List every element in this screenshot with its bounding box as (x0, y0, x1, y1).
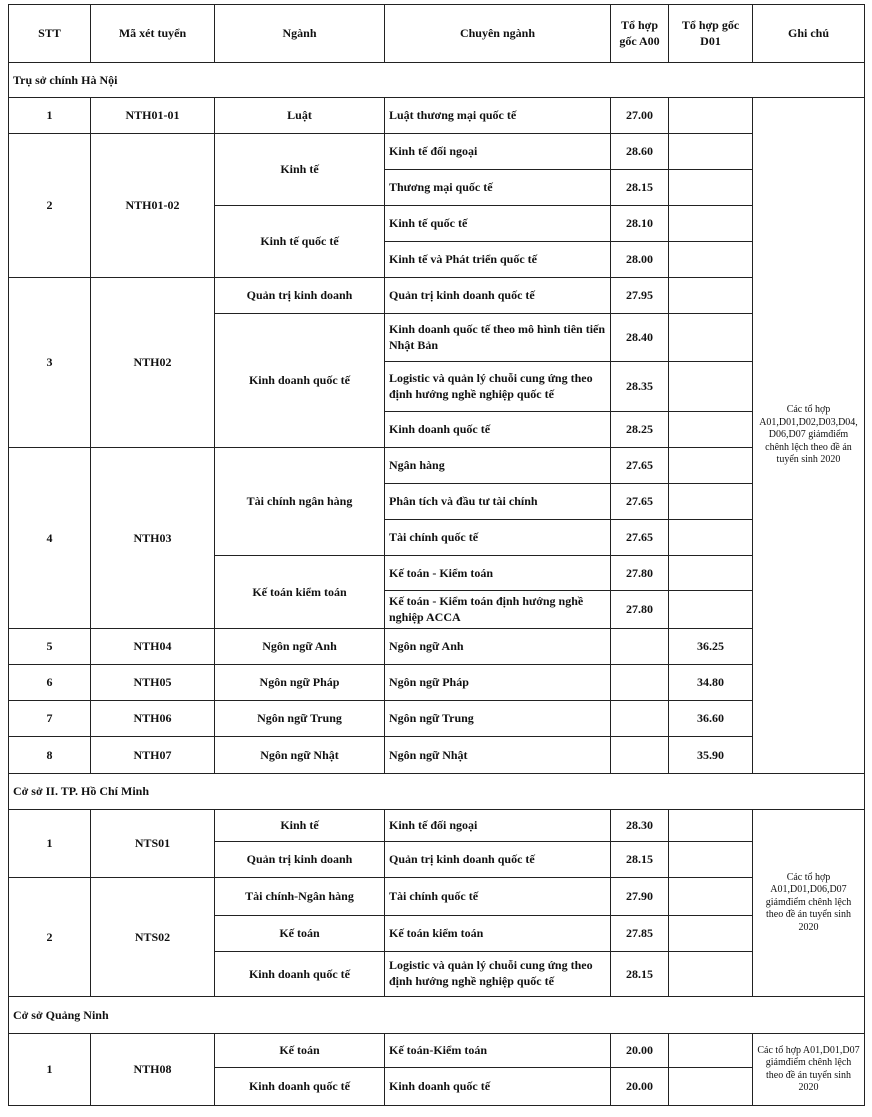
d01-score: 36.60 (669, 701, 753, 737)
code-cell: NTH06 (91, 701, 215, 737)
major-cell: Tài chính-Ngân hàng (215, 878, 385, 916)
a00-score: 27.80 (611, 556, 669, 591)
table-row (9, 737, 865, 774)
a00-score: 20.00 (611, 1068, 669, 1106)
d01-score (669, 98, 753, 134)
specialization-cell: Kinh tế đối ngoại (385, 134, 611, 170)
major-cell: Ngôn ngữ Nhật (215, 737, 385, 774)
d01-score (669, 556, 753, 591)
specialization-cell: Thương mại quốc tế (385, 170, 611, 206)
code-cell: NTH01-01 (91, 98, 215, 134)
stt-cell: 2 (9, 878, 91, 997)
a00-score: 28.15 (611, 952, 669, 997)
specialization-cell: Kinh doanh quốc tế (385, 412, 611, 448)
stt-cell: 7 (9, 701, 91, 737)
d01-score: 35.90 (669, 737, 753, 774)
header-ghi-chu: Ghi chú (753, 5, 865, 63)
a00-score: 27.80 (611, 591, 669, 629)
specialization-cell: Kế toán - Kiểm toán định hướng nghề nghiệp ACCA (385, 591, 611, 629)
specialization-cell: Ngôn ngữ Trung (385, 701, 611, 737)
specialization-cell: Kinh doanh quốc tế theo mô hình tiên tiến Nhật Bản (385, 314, 611, 362)
specialization-cell: Ngôn ngữ Anh (385, 629, 611, 665)
admission-score-table (8, 4, 865, 1106)
header-d01: Tổ hợp gốc D01 (669, 5, 753, 63)
d01-score (669, 278, 753, 314)
note-cell: Các tổ hợp A01,D01,D06,D07 giảmđiểm chênh lệch theo đề án tuyển sinh 2020 (753, 810, 865, 997)
table-row (9, 665, 865, 701)
header-row (9, 5, 865, 63)
specialization-cell: Luật thương mại quốc tế (385, 98, 611, 134)
specialization-cell: Kế toán - Kiểm toán (385, 556, 611, 591)
major-cell: Ngôn ngữ Anh (215, 629, 385, 665)
section-title: Trụ sở chính Hà Nội (9, 63, 865, 98)
specialization-cell: Kế toán-Kiểm toán (385, 1034, 611, 1068)
header-nganh: Ngành (215, 5, 385, 63)
a00-score: 28.15 (611, 842, 669, 878)
major-cell: Kinh tế (215, 810, 385, 842)
major-cell: Kế toán kiểm toán (215, 556, 385, 629)
d01-score (669, 170, 753, 206)
specialization-cell: Quản trị kinh doanh quốc tế (385, 842, 611, 878)
stt-cell: 1 (9, 810, 91, 878)
note-cell: Các tổ hợp A01,D01,D02,D03,D04, D06,D07 giảmđiểm chênh lệch theo đề án tuyển sinh 2020 (753, 98, 865, 774)
table-row (9, 1034, 865, 1068)
a00-score: 28.35 (611, 362, 669, 412)
specialization-cell: Kinh tế đối ngoại (385, 810, 611, 842)
header-chuyen-nganh: Chuyên ngành (385, 5, 611, 63)
d01-score (669, 448, 753, 484)
code-cell: NTH05 (91, 665, 215, 701)
major-cell: Kinh doanh quốc tế (215, 952, 385, 997)
specialization-cell: Ngôn ngữ Pháp (385, 665, 611, 701)
specialization-cell: Tài chính quốc tế (385, 520, 611, 556)
specialization-cell: Logistic và quản lý chuỗi cung ứng theo định hướng nghề nghiệp quốc tế (385, 952, 611, 997)
header-ma-xet-tuyen: Mã xét tuyển (91, 5, 215, 63)
d01-score (669, 952, 753, 997)
d01-score: 36.25 (669, 629, 753, 665)
d01-score (669, 878, 753, 916)
major-cell: Kế toán (215, 916, 385, 952)
a00-score: 27.95 (611, 278, 669, 314)
code-cell: NTS02 (91, 878, 215, 997)
d01-score (669, 1068, 753, 1106)
specialization-cell: Tài chính quốc tế (385, 878, 611, 916)
a00-score: 27.90 (611, 878, 669, 916)
code-cell: NTH02 (91, 278, 215, 448)
a00-score: 27.65 (611, 484, 669, 520)
d01-score (669, 206, 753, 242)
code-cell: NTS01 (91, 810, 215, 878)
d01-score (669, 484, 753, 520)
specialization-cell: Kinh tế quốc tế (385, 206, 611, 242)
a00-score: 28.00 (611, 242, 669, 278)
specialization-cell: Kế toán kiểm toán (385, 916, 611, 952)
d01-score (669, 242, 753, 278)
stt-cell: 4 (9, 448, 91, 629)
d01-score (669, 412, 753, 448)
d01-score (669, 520, 753, 556)
stt-cell: 5 (9, 629, 91, 665)
a00-score: 28.40 (611, 314, 669, 362)
table-row (9, 810, 865, 842)
code-cell: NTH08 (91, 1034, 215, 1106)
table-row (9, 134, 865, 170)
a00-score: 28.60 (611, 134, 669, 170)
d01-score (669, 1034, 753, 1068)
code-cell: NTH04 (91, 629, 215, 665)
table-row (9, 448, 865, 484)
a00-score (611, 701, 669, 737)
stt-cell: 8 (9, 737, 91, 774)
specialization-cell: Ngân hàng (385, 448, 611, 484)
d01-score (669, 810, 753, 842)
header-stt: STT (9, 5, 91, 63)
d01-score (669, 916, 753, 952)
major-cell: Kinh tế (215, 134, 385, 206)
code-cell: NTH07 (91, 737, 215, 774)
stt-cell: 1 (9, 1034, 91, 1106)
header-a00: Tổ hợp gốc A00 (611, 5, 669, 63)
major-cell: Quản trị kinh doanh (215, 278, 385, 314)
a00-score (611, 629, 669, 665)
major-cell: Kinh doanh quốc tế (215, 1068, 385, 1106)
major-cell: Kinh doanh quốc tế (215, 314, 385, 448)
a00-score (611, 665, 669, 701)
major-cell: Kế toán (215, 1034, 385, 1068)
a00-score: 20.00 (611, 1034, 669, 1068)
table-row (9, 629, 865, 665)
a00-score (611, 737, 669, 774)
table-row (9, 878, 865, 916)
stt-cell: 2 (9, 134, 91, 278)
d01-score (669, 362, 753, 412)
d01-score (669, 591, 753, 629)
major-cell: Quản trị kinh doanh (215, 842, 385, 878)
major-cell: Kinh tế quốc tế (215, 206, 385, 278)
major-cell: Ngôn ngữ Pháp (215, 665, 385, 701)
a00-score: 27.65 (611, 448, 669, 484)
a00-score: 27.65 (611, 520, 669, 556)
specialization-cell: Kinh doanh quốc tế (385, 1068, 611, 1106)
a00-score: 27.85 (611, 916, 669, 952)
a00-score: 28.15 (611, 170, 669, 206)
major-cell: Luật (215, 98, 385, 134)
d01-score (669, 842, 753, 878)
a00-score: 28.10 (611, 206, 669, 242)
specialization-cell: Ngôn ngữ Nhật (385, 737, 611, 774)
major-cell: Ngôn ngữ Trung (215, 701, 385, 737)
code-cell: NTH03 (91, 448, 215, 629)
table-row (9, 701, 865, 737)
a00-score: 28.30 (611, 810, 669, 842)
a00-score: 27.00 (611, 98, 669, 134)
major-cell: Tài chính ngân hàng (215, 448, 385, 556)
specialization-cell: Kinh tế và Phát triển quốc tế (385, 242, 611, 278)
specialization-cell: Phân tích và đầu tư tài chính (385, 484, 611, 520)
d01-score (669, 314, 753, 362)
d01-score: 34.80 (669, 665, 753, 701)
specialization-cell: Logistic và quản lý chuỗi cung ứng theo định hướng nghề nghiệp quốc tế (385, 362, 611, 412)
specialization-cell: Quản trị kinh doanh quốc tế (385, 278, 611, 314)
stt-cell: 6 (9, 665, 91, 701)
code-cell: NTH01-02 (91, 134, 215, 278)
table-row (9, 278, 865, 314)
stt-cell: 1 (9, 98, 91, 134)
section-title: Cở sở II. TP. Hồ Chí Minh (9, 774, 865, 810)
section-title: Cở sở Quảng Ninh (9, 997, 865, 1034)
table-row (9, 98, 865, 134)
d01-score (669, 134, 753, 170)
note-cell: Các tổ hợp A01,D01,D07 giảmđiểm chênh lệch theo đề án tuyển sinh 2020 (753, 1034, 865, 1106)
a00-score: 28.25 (611, 412, 669, 448)
stt-cell: 3 (9, 278, 91, 448)
